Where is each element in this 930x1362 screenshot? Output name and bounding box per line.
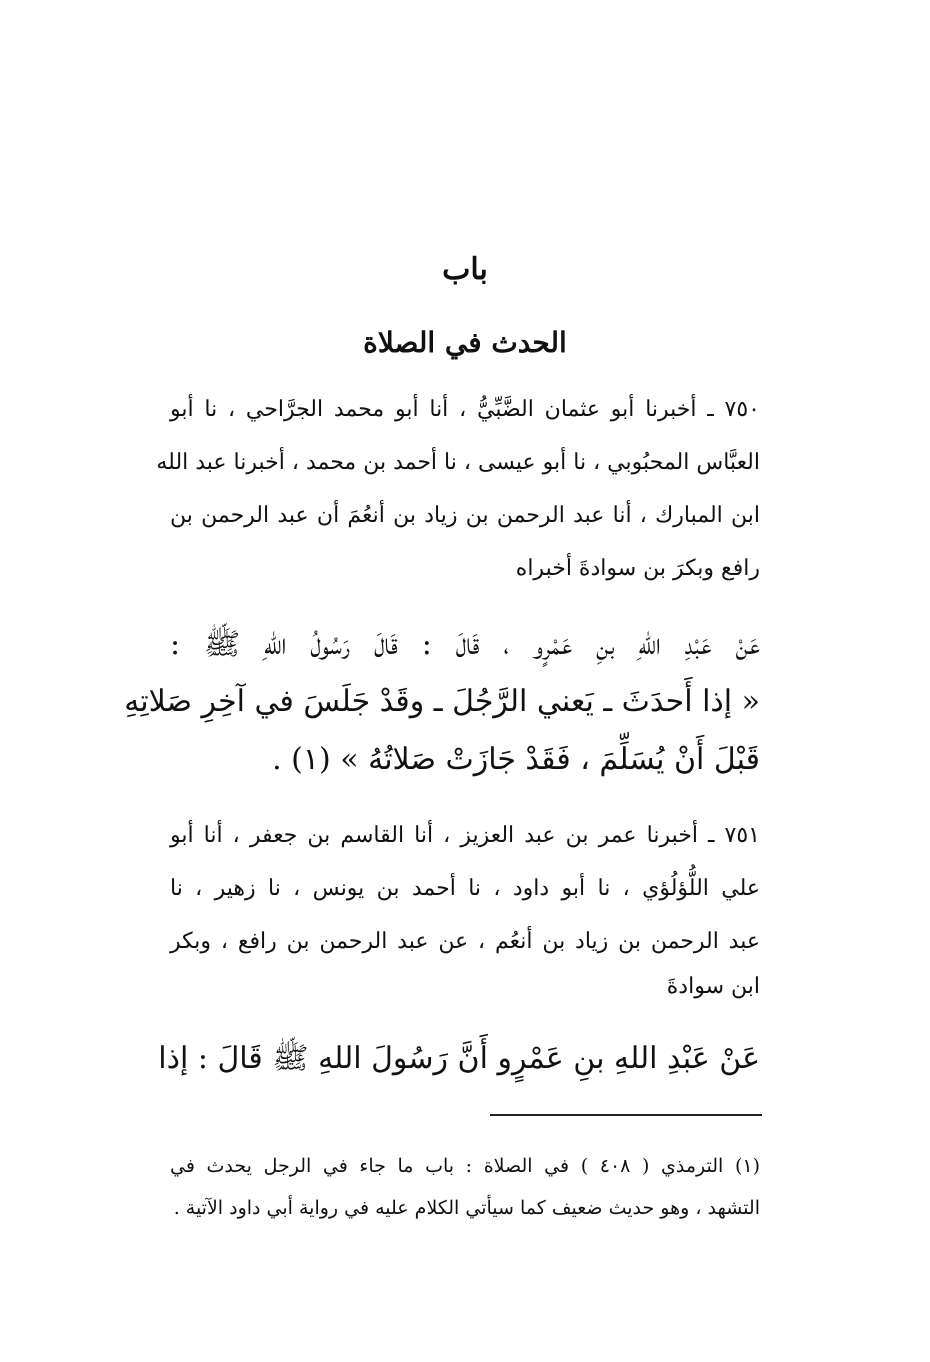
hadith-750-matn-line-1: عَنْ عَبْدِ اللهِ بنِ عَمْرٍو ، قَالَ : قَالَ رَسُولُ اللهِ ﷺ : [170,627,760,662]
hadith-751-isnad-line-4: ابن سوادةَ [666,974,760,999]
hadith-750-matn-line-2: « إذا أَحدَثَ ـ يَعني الرَّجُلَ ـ وقَدْ جَلَسَ في آخِرِ صَلاتِهِ [124,684,760,719]
chapter-title: الحدث في الصلاة [363,326,567,359]
hadith-750-isnad-line-2: العبَّاس المحبُوبي ، نا أبو عيسى ، نا أحمد بن محمد ، أخبرنا عبد الله [156,450,760,475]
hadith-750-matn-line-3: قَبْلَ أَنْ يُسَلِّمَ ، فَقَدْ جَازَتْ صَلاتُهُ » (١) . [272,742,760,777]
footnote-line-1: (١) الترمذي ( ٤٠٨ ) في الصلاة : باب ما جاء في الرجل يحدث في [170,1155,760,1177]
hadith-751-matn-line-1: عَنْ عَبْدِ اللهِ بنِ عَمْرٍو أَنَّ رَسُولَ اللهِ ﷺ قَالَ : إذا [158,1041,760,1076]
hadith-750-isnad-line-4: رافع وبكرَ بن سوادةَ أخبراه [515,556,760,581]
hadith-750-isnad-line-1: ٧٥٠ ـ أخبرنا أبو عثمان الضَّبِّيُّ ، أنا أبو محمد الجرَّاحي ، نا أبو [170,397,760,422]
footnote-line-2: التشهد ، وهو حديث ضعيف كما سيأتي الكلام عليه في رواية أبي داود الآتية . [173,1197,760,1219]
hadith-751-isnad-line-3: عبد الرحمن بن زياد بن أنعُم ، عن عبد الرحمن بن رافع ، وبكر [170,929,760,954]
chapter-label: باب [442,252,488,287]
hadith-751-isnad-line-2: علي اللُّؤلُؤي ، نا أبو داود ، نا أحمد بن يونس ، نا زهير ، نا [170,876,760,901]
footnote-divider [490,1114,762,1116]
hadith-750-isnad-line-3: ابن المبارك ، أنا عبد الرحمن بن زياد بن أنعُمَ أن عبد الرحمن بن [170,503,760,528]
hadith-751-isnad-line-1: ٧٥١ ـ أخبرنا عمر بن عبد العزيز ، أنا القاسم بن جعفر ، أنا أبو [170,823,760,848]
